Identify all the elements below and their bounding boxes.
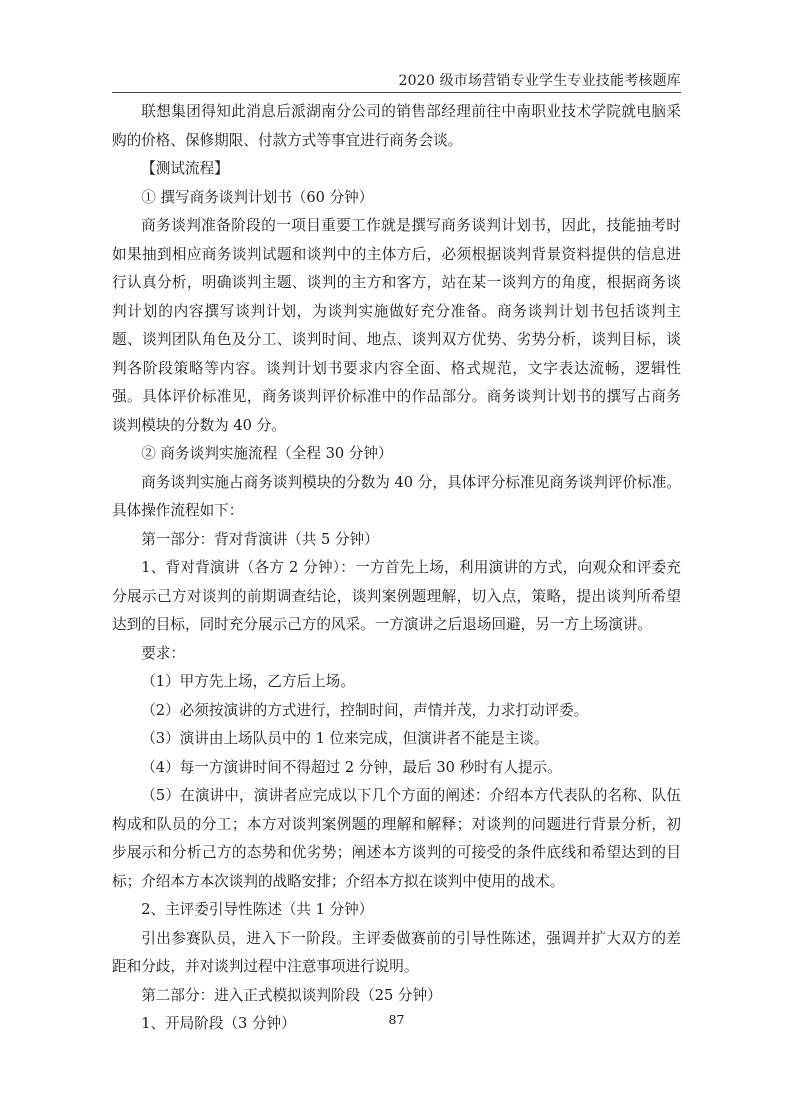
page-number: 87 xyxy=(388,1012,405,1027)
list-item: （3）演讲由上场队员中的 1 位来完成，但演讲者不能是主谈。 xyxy=(141,730,549,747)
header-rule xyxy=(112,92,681,93)
paragraph: 1、背对背演讲（各方 2 分钟）：一方首先上场，利用演讲的方式，向观众和评委充分展示己方对谈判的前期调查结论，谈判案例题理解，切入点，策略，提出谈判所希望达到的目标，同时充分展示己方的风采。一方演讲之后退场回避，另一方上场演讲。 xyxy=(112,559,681,633)
part-heading: 第二部分：进入正式模拟谈判阶段（25 分钟） xyxy=(141,986,442,1004)
paragraph: 要求： xyxy=(141,644,185,662)
part-heading: 第一部分：背对背演讲（共 5 分钟） xyxy=(141,530,379,548)
paragraph: 联想集团得知此消息后派湖南分公司的销售部经理前往中南职业技术学院就电脑采购的价格、保修期限、付款方式等事宜进行商务会谈。 xyxy=(112,103,681,149)
section-heading: 【测试流程】 xyxy=(141,160,229,177)
step-heading: ② 商务谈判实施流程（全程 30 分钟） xyxy=(141,445,393,462)
body-text xyxy=(112,98,681,1039)
list-item: （2）必须按演讲的方式进行，控制时间，声情并茂，力求打动评委。 xyxy=(141,701,589,719)
list-item: （5）在演讲中，演讲者应完成以下几个方面的阐述：介绍本方代表队的名称、队伍构成和队员的分工；本方对谈判案例题的理解和解释；对谈判的问题进行背景分析，初步展示和分析己方的态势和优劣势；阐述本方谈判的可接受的条件底线和希望达到的目标；介绍本方本次谈判的战略安排；介绍本方拟在谈判中使用的战术。 xyxy=(112,787,681,890)
paragraph: 商务谈判实施占商务谈判模块的分数为 40 分，具体评分标准见商务谈判评价标准。具体操作流程如下： xyxy=(112,473,681,519)
list-item: （4）每一方演讲时间不得超过 2 分钟，最后 30 秒时有人提示。 xyxy=(141,758,562,776)
paragraph: 1、开局阶段（3 分钟） xyxy=(141,1015,296,1032)
paragraph: 2、主评委引导性陈述（共 1 分钟） xyxy=(141,901,374,918)
paragraph: 引出参赛队员，进入下一阶段。主评委做赛前的引导性陈述，强调并扩大双方的差距和分歧，并对谈判过程中注意事项进行说明。 xyxy=(112,929,681,975)
step-heading: ① 撰写商务谈判计划书（60 分钟） xyxy=(141,188,374,206)
list-item: （1）甲方先上场，乙方后上场。 xyxy=(141,673,355,690)
paragraph: 商务谈判准备阶段的一项目重要工作就是撰写商务谈判计划书，因此，技能抽考时如果抽到相应商务谈判试题和谈判中的主体方后，必须根据谈判背景资料提供的信息进行认真分析，明确谈判主题、谈判的主方和客方，站在某一谈判方的角度，根据商务谈判计划的内容撰写谈判计划，为谈判实施做好充分准备。商务谈判计划书包括谈判主题、谈判团队角色及分工、谈判时间、地点、谈判双方优势、劣势分析，谈判目标，谈判各阶段策略等内容。谈判计划书要求内容全面、格式规范，文字表达流畅，逻辑性强。具体评价标准见，商务谈判评价标准中的作品部分。商务谈判计划书的撰写占商务谈判模块的分数为 40 分。 xyxy=(112,217,681,434)
running-header: 2020 级市场营销专业学生专业技能考核题库 xyxy=(398,73,681,89)
